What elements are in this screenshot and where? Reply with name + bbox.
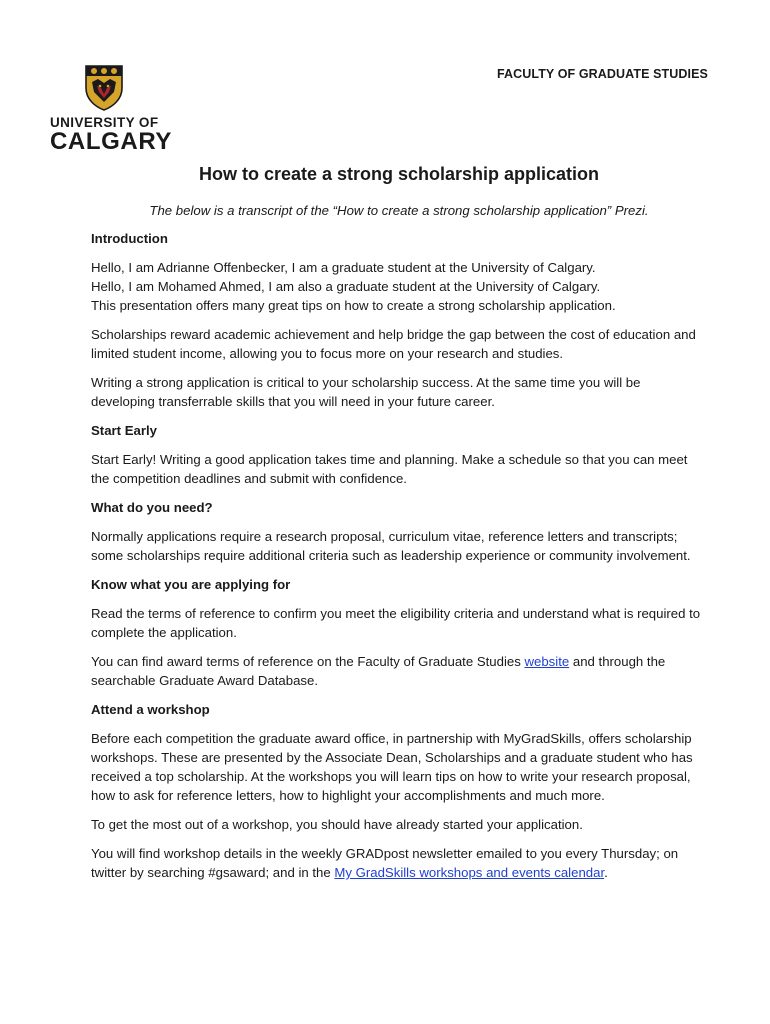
faculty-name: FACULTY OF GRADUATE STUDIES: [496, 67, 708, 81]
start-early-paragraph: Start Early! Writing a good application takes time and planning. Make a schedule so that you can meet the competition deadlines and submit with confidence.: [91, 452, 688, 486]
intro-paragraph-2: Scholarships reward academic achievement and help bridge the gap between the cost of education and limited student income, allowing you to focus more on your research and studies.: [91, 327, 696, 361]
what-need-paragraph: Normally applications require a research proposal, curriculum vitae, reference letters and transcripts; some scholarships require additional criteria such as leadership experience or community involvement.: [91, 529, 691, 563]
gradskills-calendar-link[interactable]: My GradSkills workshops and events calendar: [334, 865, 605, 880]
website-link[interactable]: website: [524, 654, 570, 669]
document-body: [91, 162, 707, 892]
workshop-paragraph-3: [91, 844, 707, 882]
know-text-before-link: You can find award terms of reference on the Faculty of Graduate Studies: [91, 654, 525, 669]
university-of-text: UNIVERSITY OF: [50, 115, 159, 130]
intro-line-2: Hello, I am Mohamed Ahmed, I am also a graduate student at the University of Calgary.: [91, 279, 601, 294]
workshop-text-before-link: You will find workshop details in the weekly GRADpost newsletter emailed to you every Thursday; on twitter by searching #gsaward; and in the: [91, 846, 679, 880]
document-subtitle: The below is a transcript of the “How to create a strong scholarship application” Prezi.: [149, 203, 649, 218]
intro-paragraph-1: [91, 258, 707, 315]
intro-line-3: This presentation offers many great tips on how to create a strong scholarship application.: [91, 298, 616, 313]
heading-know-what-applying: Know what you are applying for: [91, 577, 291, 592]
heading-what-do-you-need: What do you need?: [91, 500, 213, 515]
workshop-text-after-link: .: [604, 865, 608, 880]
know-paragraph-2: [91, 652, 707, 690]
intro-paragraph-3: Writing a strong application is critical to your scholarship success. At the same time you will be developing transferrable skills that you will need in your future career.: [91, 375, 641, 409]
university-logo: [50, 64, 172, 155]
know-text-after-link: and through the searchable Graduate Award Database.: [91, 654, 666, 688]
crest-icon: [84, 64, 124, 112]
heading-introduction: Introduction: [91, 231, 168, 246]
calgary-text: CALGARY: [50, 128, 172, 155]
workshop-paragraph-1: Before each competition the graduate award office, in partnership with MyGradSkills, offers scholarship workshops. These are presented by the Associate Dean, Scholarships and a graduate student who has received a top scholarship. At the workshops you will learn tips on how to write your research proposal, how to ask for reference letters, how to highlight your accomplishments and much more.: [91, 731, 693, 803]
document-title: How to create a strong scholarship application: [198, 164, 600, 184]
heading-start-early: Start Early: [91, 423, 157, 438]
know-paragraph-1: Read the terms of reference to confirm you meet the eligibility criteria and understand what is required to complete the application.: [91, 606, 701, 640]
workshop-paragraph-2: To get the most out of a workshop, you should have already started your application.: [91, 817, 583, 832]
heading-attend-workshop: Attend a workshop: [91, 702, 210, 717]
intro-line-1: Hello, I am Adrianne Offenbecker, I am a graduate student at the University of Calgary.: [91, 260, 596, 275]
